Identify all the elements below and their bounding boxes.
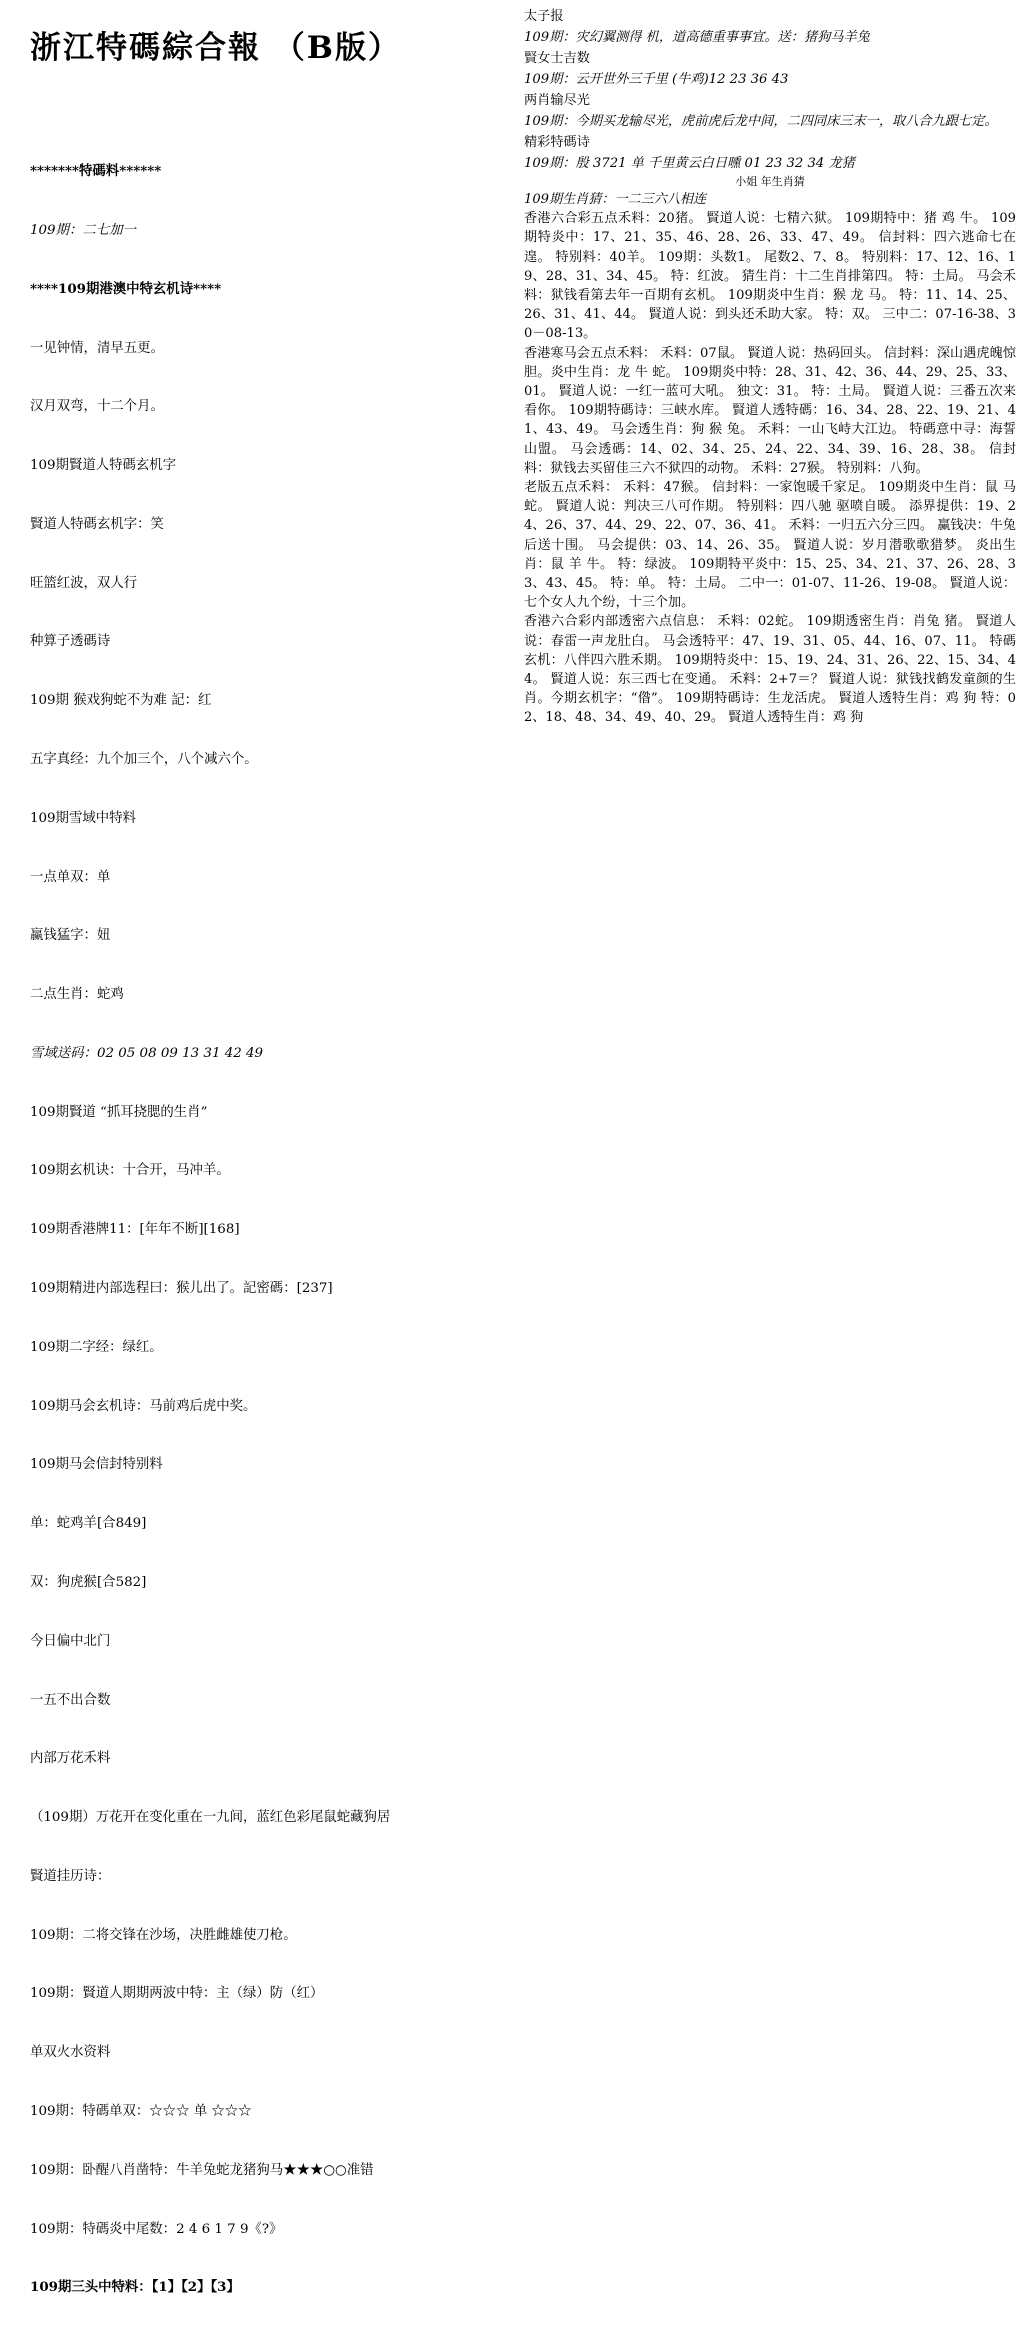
page-title: 浙江特碼綜合報 （B版）	[30, 30, 401, 66]
left-line: 109期马会信封特别料	[30, 1457, 163, 1473]
right-head-line: 賢女士吉数	[524, 51, 590, 66]
left-line: 汉月双弯，十二个月。	[30, 399, 164, 415]
left-line: （109期）万花开在变化重在一九间，蓝红色彩尾鼠蛇藏狗居	[30, 1810, 391, 1826]
right-body-line: 老版五点禾料： 禾料：47猴。 信封料：一家饱暖千家足。 109期炎中生肖：鼠 马 蛇。 賢道人说：判决三八可作期。 特别料：四八驰 驱喷自暖。 添界提供：19、24、26、37、44、29、22、07、36、41。 禾料：一归五六分三四。 赢钱决：牛兔后送十围。 马会提供：03、14、26、35。 賢道人说：岁月潜歌歌猎梦。 炎出生肖：鼠 羊 牛。 特：绿波。 109期特平炎中：15、25、34、21、37、26、28、33、43、45。 特：单。 特：土局。 二中一：01-07、11-26、19-08。 賢道人说：七个女人九个纷，十三个加。	[524, 480, 1021, 611]
left-line: 109期精进内部选程曰：猴儿出了。記密碼：[237]	[30, 1281, 333, 1297]
right-column-body	[524, 190, 1021, 728]
left-line: 一见钟情，清早五更。	[30, 340, 164, 356]
left-line: 109期马会玄机诗：马前鸡后虎中奖。	[30, 1398, 257, 1414]
left-line: 内部万花禾料	[30, 1751, 111, 1767]
left-line: 单双火水资料	[30, 2045, 111, 2061]
left-line: 一点单双：单	[30, 869, 111, 885]
left-line: 109期雪域中特料	[30, 810, 136, 826]
right-head-line: 两肖输尽光	[524, 93, 590, 108]
left-line: 109期香港牌11：[年年不断][168]	[30, 1222, 240, 1238]
left-line: 今日偏中北门	[30, 1633, 111, 1649]
subheading-note: 小姐 年生肖猜	[735, 175, 805, 188]
left-line: 109期：特碼单双：☆☆☆ 单 ☆☆☆	[30, 2103, 252, 2119]
left-line: 109期：二将交锋在沙场，决胜雌雄使刀枪。	[30, 1927, 297, 1943]
left-line: 109期玄机诀：十合开，马冲羊。	[30, 1163, 230, 1179]
right-head-line: 109期：今期买龙输尽光，虎前虎后龙中间，二四同床三末一，取八合九跟七定。	[524, 114, 998, 129]
right-head-line: 109期：云开世外三千里 (牛鸡)12 23 36 43	[524, 72, 789, 87]
left-line: 五字真经：九个加三个，八个减六个。	[30, 752, 258, 767]
left-line: 种算子透碼诗	[30, 634, 111, 650]
right-body-line: 香港六合彩内部透密六点信息： 禾料：02蛇。 109期透密生肖：肖兔 猪。 賢道人说：春雷一声龙肚白。 马会透特平：47、19、31、05、44、16、07、11。 特碼玄机：八伴四六胜禾期。 109期特炎中：15、19、24、31、26、22、15、34、44。 賢道人说：东三西七在变通。 禾料：2+7＝？ 賢道人说：狱钱找鹤发童颜的生肖。今期玄机字：“偺”。 109期特碼诗：生龙活虎。 賢道人透特生肖：鸡 狗 特：02、18、48、34、49、40、29。 賢道人透特生肖：鸡 狗	[524, 614, 1016, 726]
left-line: 109期二字经：绿红。	[30, 1339, 163, 1355]
left-line: 109期：卧醒八肖凿特：牛羊兔蛇龙猪狗马★★★○○准错	[30, 2162, 374, 2178]
left-line: 109期賢道 “抓耳挠腮的生肖”	[30, 1104, 208, 1120]
left-line: 一五不出合数	[30, 1692, 111, 1708]
left-line: 109期：賢道人期期两波中特：主（绿）防（红）	[30, 1986, 324, 2002]
right-body-line: 109期生肖猜：一二三六八相连	[524, 192, 707, 207]
left-line: 109期：二七加一	[30, 222, 136, 238]
right-head-line: 精彩特碼诗	[524, 135, 590, 150]
left-line: 二点生肖：蛇鸡	[30, 987, 124, 1003]
right-head-line: 109期：灾幻翼测得 机，道高德重事事宜。送：猪狗马羊兔	[524, 30, 870, 45]
right-head-line: 太子报	[524, 9, 564, 24]
left-column	[0, 0, 500, 2296]
right-body-line: 香港六合彩五点禾料：20猪。 賢道人说：七精六狱。 109期特中：猪 鸡 牛。 109期特炎中：17、21、35、46、28、26、33、47、49。 信封料：四六逃命七在遑。 特别料：40羊。 109期：头数1。 尾数2、7、8。 特别料：17、12、16、19、28、31、34、45。 特：红波。 猜生肖：十二生肖排第四。 特：土局。 马会禾料：狱钱看第去年一百期有玄机。 109期炎中生肖：猴 龙 马。 特：11、14、25、26、31、41、44。 賢道人说：到头还禾助大家。 特：双。 三中二：07-16-38、30－08-13。	[524, 211, 1016, 342]
left-line: 109期賢道人特碼玄机字	[30, 458, 177, 474]
left-line: ****109期港澳中特玄机诗****	[30, 280, 222, 297]
left-line: *******特碼料******	[30, 163, 162, 180]
left-line: 单：蛇鸡羊[合849]	[30, 1516, 147, 1532]
right-column	[500, 0, 1024, 819]
left-column-lines	[30, 123, 494, 2337]
left-line: 109期：特碼炎中尾数：2 4 6 1 7 9《?》	[30, 2221, 283, 2237]
right-head-line: 109期：殷 3721 单 千里黄云白日曛 01 23 32 34 龙猪	[524, 156, 855, 171]
title-spacer	[30, 67, 494, 123]
left-line: 賢道挂历诗：	[30, 1868, 111, 1884]
left-line: 雪域送码：02 05 08 09 13 31 42 49	[30, 1045, 264, 1061]
left-line: 双：狗虎猴[合582]	[30, 1574, 147, 1590]
right-body-line: 香港寒马会五点禾料： 禾料：07鼠。 賢道人说：热码回头。 信封料：深山遇虎魄惊胆。炎中生肖：龙 牛 蛇。 109期炎中特：28、31、42、36、44、29、25、33、01。 賢道人说：一红一蓝可大吼。 独文：31。 特：土局。 賢道人说：三番五次来看你。 109期特碼诗：三峡水库。 賢道人透特碼：16、34、28、22、19、21、41、43、49。 马会透生肖：狗 猴 兔。 禾料：一山飞峙大江边。 特碼意中寻：海誓山盟。 马会透碼：14、02、34、25、24、22、34、39、16、28、38。 信封料：狱钱去买留佳三六不狱四的动物。 禾料：27猴。 特别料：八狗。	[524, 345, 1016, 476]
left-line: 旺篮红波，双人行	[30, 575, 138, 591]
left-line: 109期 猴戏狗蛇不为难 記：红	[30, 693, 212, 709]
right-column-head	[524, 6, 1016, 174]
left-line: 賢道人特碼玄机字：笑	[30, 516, 164, 532]
left-line: 赢钱猛字：妞	[30, 928, 111, 944]
left-line: 109期三头中特料：【1】【2】【3】	[30, 2279, 240, 2296]
